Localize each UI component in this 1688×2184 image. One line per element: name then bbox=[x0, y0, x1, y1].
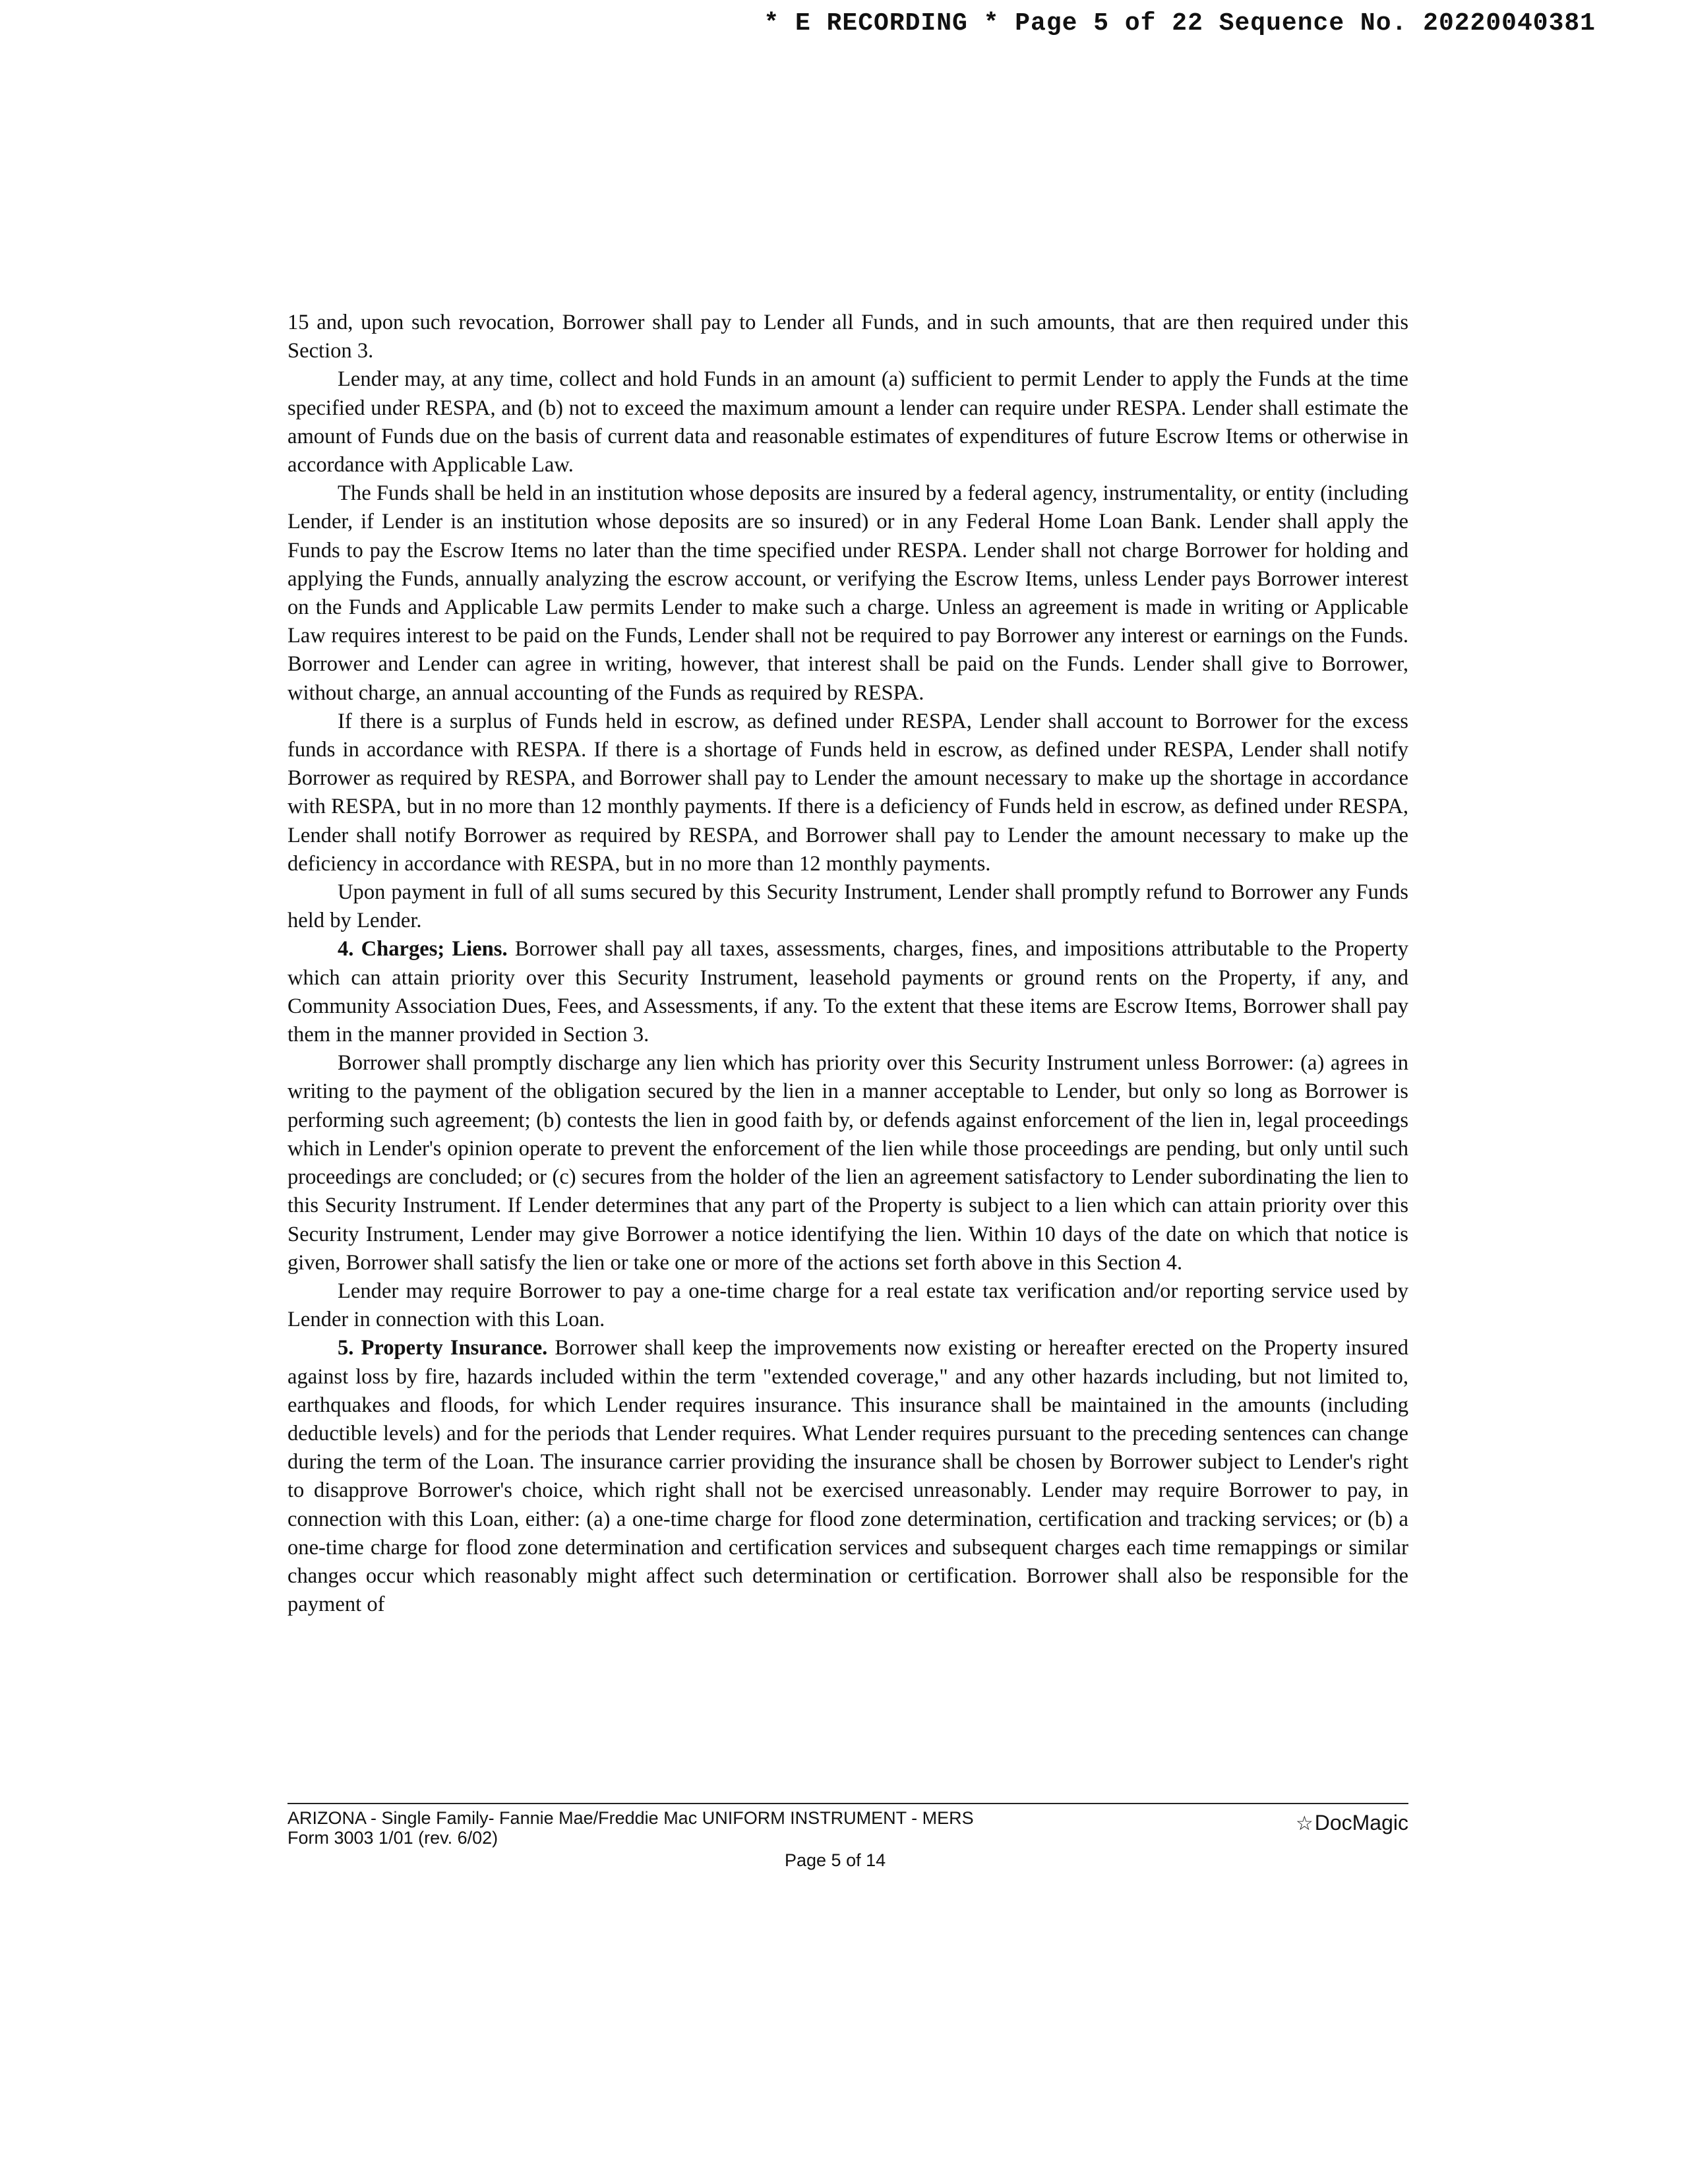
section-paragraph bbox=[287, 1334, 1408, 1619]
section-paragraph bbox=[287, 935, 1408, 1049]
paragraph: 15 and, upon such revocation, Borrower shall pay to Lender all Funds, and in such amounts, that are then required under this Section 3. bbox=[287, 311, 1408, 363]
footer-form-info bbox=[287, 1808, 974, 1848]
paragraph: If there is a surplus of Funds held in escrow, as defined under RESPA, Lender shall account to Borrower for the excess funds in accordance with RESPA. If there is a shortage of Funds held in escrow, as defined under RESPA, Lender shall notify Borrower as required by RESPA, and Borrower shall pay to Lender the amount necessary to make up the shortage in accordance with RESPA, but in no more than 12 monthly payments. If there is a deficiency of Funds held in escrow, as defined under RESPA, Lender shall notify Borrower as required by RESPA, and Borrower shall pay to Lender the amount necessary to make up the deficiency in accordance with RESPA, but in no more than 12 monthly payments. bbox=[287, 709, 1408, 876]
document-body bbox=[287, 309, 1408, 1619]
footer-form-title: ARIZONA - Single Family- Fannie Mae/Freddie Mac UNIFORM INSTRUMENT - MERS bbox=[287, 1808, 974, 1828]
footer-form-number: Form 3003 1/01 (rev. 6/02) bbox=[287, 1828, 498, 1848]
paragraph: Lender may, at any time, collect and hold Funds in an amount (a) sufficient to permit Lender to apply the Funds at the time specified under RESPA, and (b) not to exceed the maximum amount a lender can require under RESPA. Lender shall estimate the amount of Funds due on the basis of current data and reasonable estimates of expenditures of future Escrow Items or otherwise in accordance with Applicable Law. bbox=[287, 367, 1408, 477]
footer-brand bbox=[1296, 1811, 1408, 1835]
paragraph: Upon payment in full of all sums secured by this Security Instrument, Lender shall promptly refund to Borrower any Funds held by Lender. bbox=[287, 880, 1408, 933]
brand-name: DocMagic bbox=[1314, 1811, 1408, 1835]
paragraph-text: Borrower shall pay all taxes, assessments, charges, fines, and impositions attributable to the Property which can attain priority over this Security Instrument, leasehold payments or ground rents on the Property, if any, and Community Association Dues, Fees, and Assessments, if any. To the extent that these items are Escrow Items, Borrower shall pay them in the manner provided in Section 3. bbox=[287, 937, 1408, 1047]
paragraph: Borrower shall promptly discharge any lien which has priority over this Security Instrument unless Borrower: (a) agrees in writing to the payment of the obligation secured by the lien in a manner acceptable to Lender, but only so long as Borrower is performing such agreement; (b) contests the lien in good faith by, or defends against enforcement of the lien in, legal proceedings which in Lender's opinion operate to prevent the enforcement of the lien while those proceedings are pending, but only until such proceedings are concluded; or (c) secures from the holder of the lien an agreement satisfactory to Lender subordinating the lien to this Security Instrument. If Lender determines that any part of the Property is subject to a lien which can attain priority over this Security Instrument, Lender may give Borrower a notice identifying the lien. Within 10 days of the date on which that notice is given, Borrower shall satisfy the lien or take one or more of the actions set forth above in this Section 4. bbox=[287, 1051, 1408, 1275]
paragraph: The Funds shall be held in an institution whose deposits are insured by a federal agency, instrumentality, or entity (including Lender, if Lender is an institution whose deposits are so insured) or in any Federal Home Loan Bank. Lender shall apply the Funds to pay the Escrow Items no later than the time specified under RESPA. Lender shall not charge Borrower for holding and applying the Funds, annually analyzing the escrow account, or verifying the Escrow Items, unless Lender pays Borrower interest on the Funds and Applicable Law permits Lender to make such a charge. Unless an agreement is made in writing or Applicable Law requires interest to be paid on the Funds, Lender shall not be required to pay Borrower any interest or earnings on the Funds. Borrower and Lender can agree in writing, however, that interest shall be paid on the Funds. Lender shall give to Borrower, without charge, an annual accounting of the Funds as required by RESPA. bbox=[287, 481, 1408, 705]
section-heading: 4. Charges; Liens. bbox=[338, 937, 508, 961]
star-icon: ☆ bbox=[1295, 1813, 1313, 1835]
footer-divider bbox=[287, 1803, 1408, 1804]
paragraph-text: Borrower shall keep the improvements now existing or hereafter erected on the Property insured against loss by fire, hazards included within the term "extended coverage," and any other hazards including, but not limited to, earthquakes and floods, for which Lender requires insurance. This insurance shall be maintained in the amounts (including deductible levels) and for the periods that Lender requires. What Lender requires pursuant to the preceding sentences can change during the term of the Loan. The insurance carrier providing the insurance shall be chosen by Borrower subject to Lender's right to disapprove Borrower's choice, which right shall not be exercised unreasonably. Lender may require Borrower to pay, in connection with this Loan, either: (a) a one-time charge for flood zone determination, certification and tracking services; or (b) a one-time charge for flood zone determination and certification services and subsequent charges each time remappings or similar changes occur which reasonably might affect such determination or certification. Borrower shall also be responsible for the payment of bbox=[287, 1336, 1408, 1617]
paragraph: Lender may require Borrower to pay a one-time charge for a real estate tax verification and/or reporting service used by Lender in connection with this Loan. bbox=[287, 1279, 1408, 1332]
section-heading: 5. Property Insurance. bbox=[338, 1336, 548, 1360]
footer-page-number: Page 5 of 14 bbox=[785, 1850, 886, 1870]
recording-header: * E RECORDING * Page 5 of 22 Sequence No. 20220040381 bbox=[764, 9, 1596, 38]
